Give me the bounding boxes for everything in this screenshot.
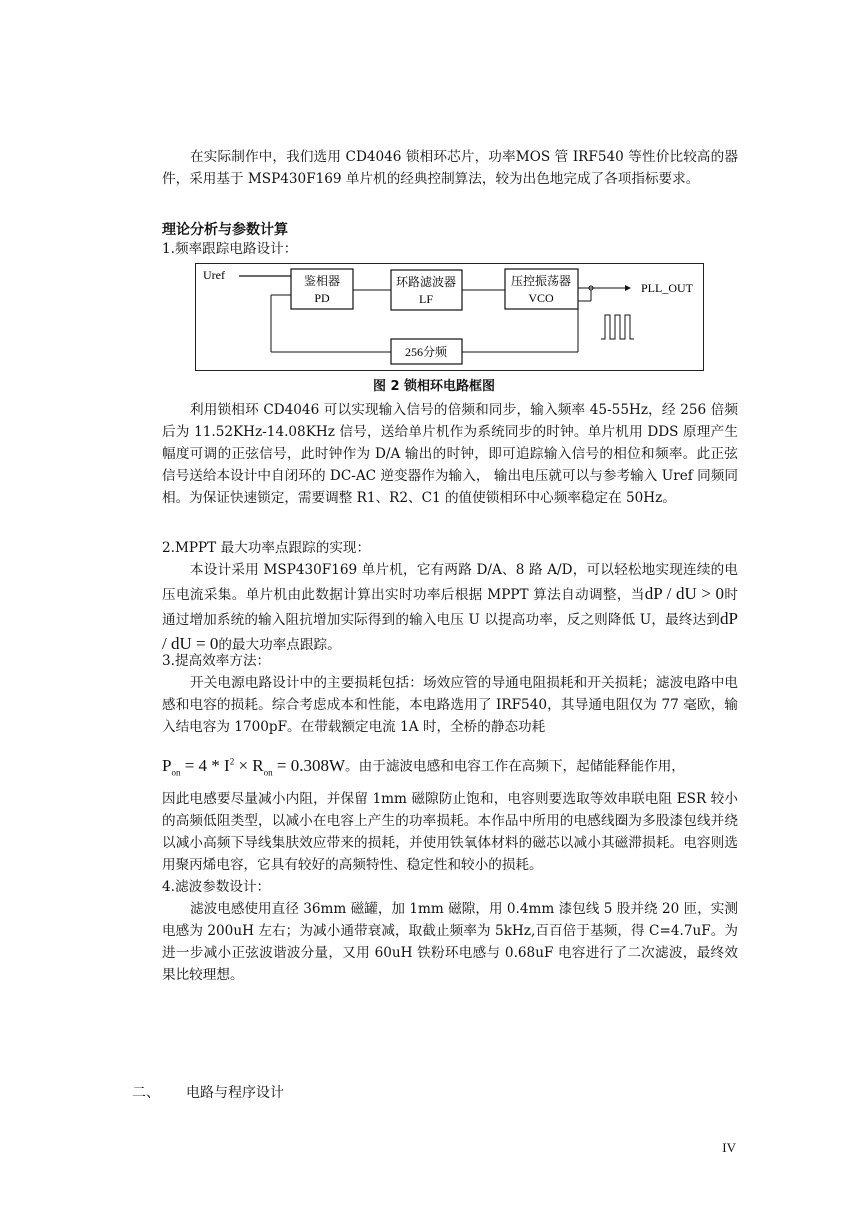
formula-dpdu-positive: dP / dU > 0 <box>644 584 725 603</box>
lf-label-cn: 环路滤波器 <box>395 275 457 289</box>
vco-label-cn: 压控振荡器 <box>510 274 572 288</box>
formula-pon: $P_{on} = 4 * I^2 \times R_{on} = 0.308W$ <box>162 755 346 778</box>
pd-label-en: PD <box>314 291 330 305</box>
pll-block-diagram <box>195 263 705 373</box>
square-wave-icon <box>601 315 634 339</box>
uref-label: Uref <box>203 268 225 282</box>
vco-label-en: VCO <box>528 291 554 305</box>
page-number: IV <box>722 1140 736 1155</box>
figure-caption: 图 2 锁相环电路框图 <box>372 379 496 394</box>
paragraph-efficiency-cont: 因此电感要尽量减小内阻，并保留 1mm 磁隙防止饱和，电容则要选取等效串联电阻 ESR 较小的高频低阻类型，以减小在电容上产生的功率损耗。本作品中所用的电感线圈为多股漆包线并绕以减小高频下导线集肤效应带来的损耗，并使用铁氧体材料的磁芯以减小其磁滞损耗。电容则选用聚丙烯电容，它具有较好的高频特性、稳定性和较小的损耗。 <box>162 791 738 873</box>
lf-label-en: LF <box>418 292 434 306</box>
subheading-1: 1.频率跟踪电路设计： <box>162 241 298 257</box>
section-number: 二、 <box>132 1085 160 1101</box>
section-title: 电路与程序设计 <box>186 1085 284 1101</box>
paragraph-efficiency: 开关电源电路设计中的主要损耗包括：场效应管的导通电阻损耗和开关损耗；滤波电路中电感和电容的损耗。综合考虑成本和性能，本电路选用了 IRF540，其导通电阻仅为 77 毫欧，输入结电容为 1700pF。在带载额定电流 1A 时，全桥的静态功耗 <box>162 675 738 735</box>
formula-dpdu-zero: dP / dU = 0 <box>162 609 738 653</box>
paragraph-filter: 滤波电感使用直径 36mm 磁罐，加 1mm 磁隙，用 0.4mm 漆包线 5 股并绕 20 匝，实测电感为 200uH 左右；为减小通带衰减，取截止频率为 5kHz,百百倍于基频，得 C=4.7uF。为进一步减小正弦波谐波分量，又用 60uH 铁粉环电感与 0.68uF 电容进行了二次滤波，最终效果比较理想。 <box>162 901 738 983</box>
paragraph-pll: 利用锁相环 CD4046 可以实现输入信号的倍频和同步，输入频率 45-55Hz，经 256 倍频后为 11.52KHz-14.08KHz 信号，送给单片机作为系统同步的时钟。单片机用 DDS 原理产生幅度可调的正弦信号，此时钟作为 D/A 输出的时钟，即可追踪输入信号的相位和频率。此正弦信号送给本设计中自闭环的 DC-AC 逆变器作为输入， 输出电压就可以与参考输入 Uref 同频同相。为保证快速锁定，需要调整 R1、R2、C1 的值使锁相环中心频率稳定在 50Hz。 <box>162 402 738 506</box>
pll-out-label: PLL_OUT <box>641 281 693 295</box>
subheading-4: 4.滤波参数设计： <box>162 879 271 895</box>
formula-line: $P_{on} = 4 * I^2 \times R_{on} = 0.308W$。由于滤波电感和电容工作在高频下，起储能释能作用， <box>162 755 685 778</box>
heading-theory: 理论分析与参数计算 <box>162 222 288 238</box>
intro-paragraph: 在实际制作中，我们选用 CD4046 锁相环芯片，功率MOS 管 IRF540 等性价比较高的器件，采用基于 MSP430F169 单片机的经典控制算法，较为出色地完成了各项指标要求。 <box>162 149 738 187</box>
pd-label-cn: 鉴相器 <box>303 274 341 288</box>
divider-label: 256分频 <box>404 345 448 359</box>
paragraph-mppt: 本设计采用 MSP430F169 单片机，它有两路 D/A、8 路 A/D，可以轻松地实现连续的电压电流采集。单片机由此数据计算出实时功率后根据 MPPT 算法自动调整，当dP / dU > 0时通过增加系统的输入阻抗增加实际得到的输入电压 U 以提高功率，反之则降低 U，最终达到dP / dU = 0的最大功率点跟踪。 <box>162 562 738 653</box>
subheading-2: 2.MPPT 最大功率点跟踪的实现： <box>162 540 371 556</box>
subheading-3: 3.提高效率方法： <box>162 653 271 669</box>
